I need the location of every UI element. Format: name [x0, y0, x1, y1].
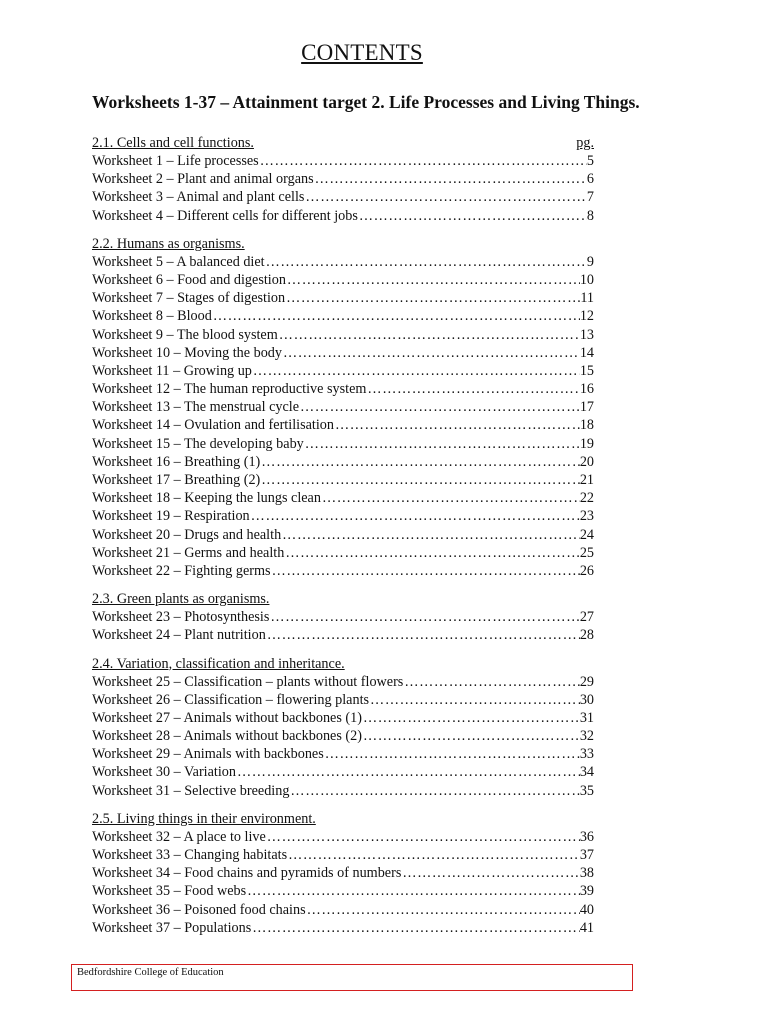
toc-section: [92, 235, 594, 580]
entry-label: Worksheet 32 – A place to live: [92, 828, 266, 845]
entry-label: Worksheet 30 – Variation: [92, 764, 236, 781]
toc-entry: [92, 673, 594, 691]
entry-label: Worksheet 18 – Keeping the lungs clean: [92, 490, 321, 507]
toc-section: [92, 655, 594, 800]
entry-page-number: 31: [579, 709, 594, 726]
toc-entry: [92, 489, 594, 507]
section-heading: 2.4. Variation, classification and inheritance.: [92, 655, 345, 672]
entry-label: Worksheet 20 – Drugs and health: [92, 526, 282, 543]
entry-label: Worksheet 19 – Respiration: [92, 508, 250, 525]
toc-entry: [92, 562, 594, 580]
entry-label: Worksheet 2 – Plant and animal organs: [92, 171, 314, 188]
entry-label: Worksheet 14 – Ovulation and fertilisation: [92, 417, 334, 434]
entry-label: Worksheet 28 – Animals without backbones (2): [92, 728, 362, 745]
toc-section: [92, 134, 594, 225]
entry-page-number: 29: [579, 673, 594, 690]
toc-entry: [92, 271, 594, 289]
entry-label: Worksheet 12 – The human reproductive system: [92, 381, 367, 398]
entry-page-number: 17: [579, 399, 594, 416]
dot-leader: [369, 691, 580, 709]
section-heading: 2.1. Cells and cell functions.: [92, 135, 254, 151]
page-column-label: pg.: [576, 135, 594, 151]
section-heading: 2.3. Green plants as organisms.: [92, 591, 270, 608]
section-heading-row: [92, 590, 594, 608]
toc-entry: [92, 727, 594, 745]
dot-leader: [269, 608, 579, 626]
entry-page-number: 24: [579, 526, 594, 543]
entry-page-number: 26: [579, 562, 594, 579]
dot-leader: [285, 289, 580, 307]
dot-leader: [287, 846, 580, 864]
dot-leader: [246, 882, 580, 900]
entry-page-number: 33: [579, 746, 594, 763]
toc-entry: [92, 471, 594, 489]
entry-page-number: 15: [579, 362, 594, 379]
entry-page-number: 19: [579, 435, 594, 452]
entry-label: Worksheet 1 – Life processes: [92, 153, 259, 169]
dot-leader: [334, 416, 580, 434]
section-heading-row: [92, 235, 594, 253]
entry-page-number: 12: [579, 308, 594, 325]
section-heading: 2.2. Humans as organisms.: [92, 235, 245, 252]
entry-page-number: 6: [586, 171, 594, 188]
entry-label: Worksheet 34 – Food chains and pyramids of numbers: [92, 865, 402, 882]
dot-leader: [284, 544, 580, 562]
entry-page-number: 32: [579, 728, 594, 745]
dot-leader: [306, 901, 580, 919]
toc-entry: [92, 188, 594, 206]
entry-page-number: 36: [579, 828, 594, 845]
toc-entry: [92, 326, 594, 344]
toc-entry: [92, 544, 594, 562]
table-of-contents: [92, 134, 594, 947]
entry-label: Worksheet 25 – Classification – plants without flowers: [92, 673, 404, 690]
toc-entry: [92, 745, 594, 763]
entry-label: Worksheet 13 – The menstrual cycle: [92, 399, 300, 416]
dot-leader: [314, 170, 587, 188]
dot-leader: [278, 326, 580, 344]
toc-section: [92, 810, 594, 937]
entry-label: Worksheet 21 – Germs and health: [92, 544, 285, 561]
entry-label: Worksheet 3 – Animal and plant cells: [92, 189, 305, 206]
toc-entry: [92, 864, 594, 882]
dot-leader: [324, 745, 580, 763]
entry-label: Worksheet 7 – Stages of digestion: [92, 290, 286, 307]
toc-entry: [92, 782, 594, 800]
entry-label: Worksheet 24 – Plant nutrition: [92, 627, 266, 644]
entry-label: Worksheet 6 – Food and digestion: [92, 271, 286, 288]
entry-label: Worksheet 22 – Fighting germs: [92, 562, 271, 579]
toc-entry: [92, 435, 594, 453]
dot-leader: [403, 673, 579, 691]
section-heading-row: [92, 810, 594, 828]
entry-page-number: 7: [586, 189, 594, 206]
entry-label: Worksheet 17 – Breathing (2): [92, 472, 261, 488]
dot-leader: [265, 253, 587, 271]
dot-leader: [362, 709, 580, 727]
entry-page-number: 30: [579, 691, 594, 708]
dot-leader: [236, 763, 580, 781]
dot-leader: [259, 152, 587, 170]
dot-leader: [401, 864, 579, 882]
section-heading-row: [92, 655, 594, 673]
entry-page-number: 28: [579, 627, 594, 644]
toc-entry: [92, 901, 594, 919]
dot-leader: [304, 435, 580, 453]
entry-page-number: 27: [579, 609, 594, 626]
toc-section: [92, 590, 594, 644]
entry-page-number: 38: [579, 865, 594, 882]
dot-leader: [289, 782, 579, 800]
toc-entry: [92, 763, 594, 781]
toc-entry: [92, 608, 594, 626]
dot-leader: [358, 207, 587, 225]
entry-page-number: 13: [579, 326, 594, 343]
entry-label: Worksheet 8 – Blood: [92, 308, 212, 325]
entry-label: Worksheet 35 – Food webs: [92, 883, 247, 900]
toc-entry: [92, 919, 594, 937]
entry-page-number: 10: [579, 271, 594, 288]
toc-entry: [92, 828, 594, 846]
dot-leader: [251, 919, 580, 937]
toc-entry: [92, 691, 594, 709]
dot-leader: [250, 507, 580, 525]
dot-leader: [260, 471, 580, 489]
entry-page-number: 34: [579, 764, 594, 781]
entry-page-number: 14: [579, 344, 594, 361]
toc-entry: [92, 253, 594, 271]
dot-leader: [260, 453, 580, 471]
dot-leader: [281, 526, 580, 544]
entry-page-number: 22: [579, 490, 594, 507]
document-subtitle: Worksheets 1-37 – Attainment target 2. Life Processes and Living Things.: [92, 92, 640, 112]
entry-label: Worksheet 37 – Populations: [92, 919, 252, 936]
toc-entry: [92, 380, 594, 398]
entry-page-number: 41: [579, 919, 594, 936]
toc-entry: [92, 709, 594, 727]
entry-label: Worksheet 16 – Breathing (1): [92, 453, 261, 470]
toc-entry: [92, 626, 594, 644]
toc-entry: [92, 344, 594, 362]
entry-page-number: 21: [579, 472, 594, 488]
toc-entry: [92, 152, 594, 170]
toc-entry: [92, 362, 594, 380]
toc-entry: [92, 307, 594, 325]
dot-leader: [286, 271, 580, 289]
section-heading: 2.5. Living things in their environment.: [92, 810, 316, 827]
entry-label: Worksheet 26 – Classification – flowering plants: [92, 691, 370, 708]
dot-leader: [304, 188, 586, 206]
entry-label: Worksheet 4 – Different cells for different jobs: [92, 207, 358, 224]
entry-label: Worksheet 31 – Selective breeding: [92, 782, 290, 799]
toc-entry: [92, 882, 594, 900]
toc-entry: [92, 207, 594, 225]
entry-page-number: 25: [579, 544, 594, 561]
dot-leader: [271, 562, 580, 580]
entry-label: Worksheet 15 – The developing baby: [92, 435, 304, 452]
entry-label: Worksheet 27 – Animals without backbones (1): [92, 709, 362, 726]
entry-page-number: 11: [580, 290, 594, 307]
entry-page-number: 18: [579, 417, 594, 434]
toc-entry: [92, 507, 594, 525]
dot-leader: [252, 362, 580, 380]
toc-entry: [92, 289, 594, 307]
toc-entry: [92, 526, 594, 544]
toc-entry: [92, 398, 594, 416]
dot-leader: [366, 380, 579, 398]
entry-page-number: 40: [579, 901, 594, 918]
entry-page-number: 9: [586, 253, 594, 270]
dot-leader: [266, 828, 580, 846]
footer-text: Bedfordshire College of Education: [77, 967, 224, 978]
entry-label: Worksheet 23 – Photosynthesis: [92, 609, 270, 626]
dot-leader: [212, 307, 580, 325]
dot-leader: [266, 626, 580, 644]
dot-leader: [362, 727, 580, 745]
entry-page-number: 37: [579, 847, 594, 863]
entry-label: Worksheet 10 – Moving the body: [92, 344, 282, 361]
toc-entry: [92, 170, 594, 188]
entry-label: Worksheet 29 – Animals with backbones: [92, 746, 324, 763]
entry-page-number: 39: [579, 883, 594, 900]
entry-page-number: 23: [579, 508, 594, 525]
entry-label: Worksheet 11 – Growing up: [92, 362, 252, 379]
entry-page-number: 8: [586, 207, 594, 224]
toc-entry: [92, 846, 594, 864]
dot-leader: [282, 344, 580, 362]
entry-page-number: 35: [579, 782, 594, 799]
dot-leader: [299, 398, 580, 416]
entry-label: Worksheet 5 – A balanced diet: [92, 253, 265, 270]
section-heading-row: [92, 134, 594, 152]
page-title: CONTENTS: [301, 40, 423, 65]
entry-label: Worksheet 33 – Changing habitats: [92, 847, 288, 863]
entry-page-number: 5: [586, 153, 594, 169]
entry-label: Worksheet 9 – The blood system: [92, 326, 278, 343]
entry-page-number: 16: [579, 381, 594, 398]
toc-entry: [92, 416, 594, 434]
entry-label: Worksheet 36 – Poisoned food chains: [92, 901, 306, 918]
toc-entry: [92, 453, 594, 471]
entry-page-number: 20: [579, 453, 594, 470]
footer-box: [71, 964, 633, 991]
dot-leader: [321, 489, 580, 507]
